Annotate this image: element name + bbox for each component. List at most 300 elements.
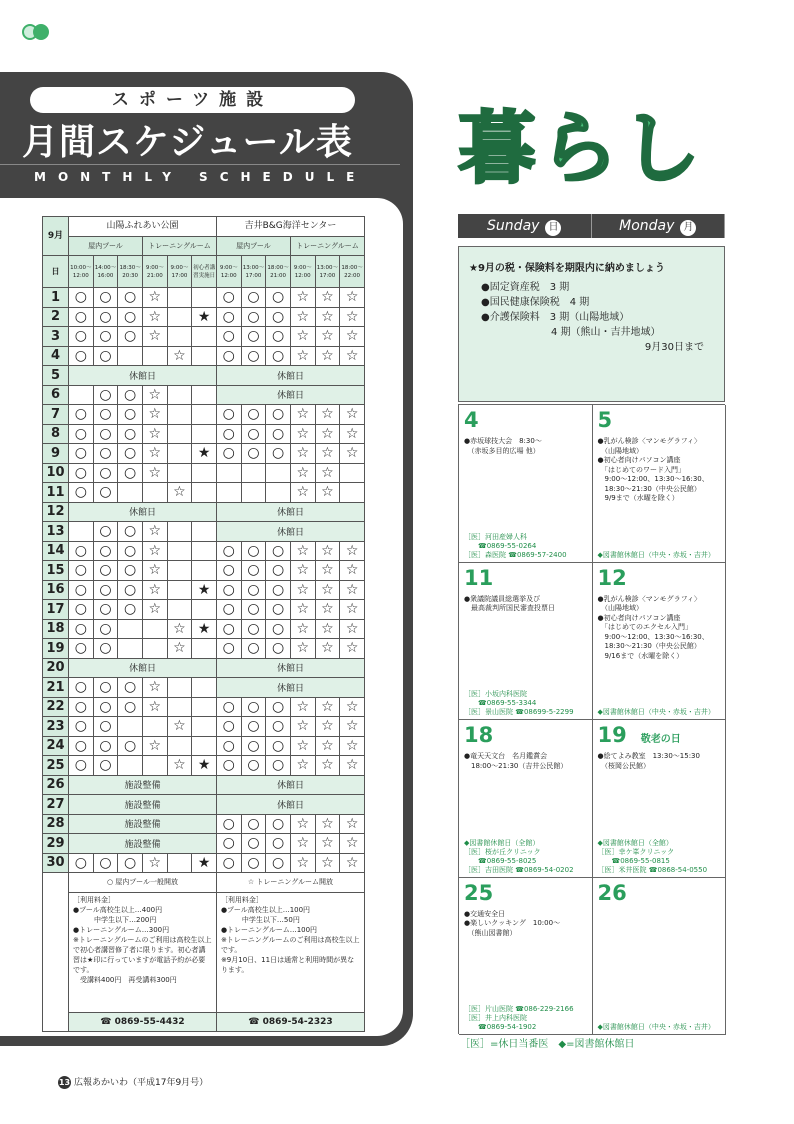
schedule-mark [167, 580, 192, 600]
closed-label: 休館日 [216, 522, 364, 542]
schedule-mark: ☆ [315, 307, 340, 327]
schedule-mark: ○ [216, 424, 241, 444]
table-row [43, 580, 365, 600]
schedule-mark: ○ [93, 483, 118, 503]
schedule-mark: ★ [192, 307, 217, 327]
schedule-mark: ★ [192, 619, 217, 639]
schedule-mark: ○ [266, 814, 291, 834]
schedule-mark: ☆ [340, 639, 365, 659]
day-number: 3 [43, 327, 69, 347]
schedule-mark: ○ [266, 834, 291, 854]
day-number: 17 [43, 600, 69, 620]
cell-footer: ［医］小坂内科医院 ☎0869-55-3344 ［医］景山医院 ☎08699-5-2299 [464, 690, 574, 716]
schedule-mark [167, 600, 192, 620]
schedule-mark: ☆ [315, 288, 340, 308]
schedule-mark [192, 678, 217, 698]
schedule-mark: ☆ [167, 483, 192, 503]
schedule-mark: ○ [93, 736, 118, 756]
legend-training: ☆ トレーニングルーム開放 [216, 873, 364, 893]
schedule-mark [241, 483, 266, 503]
schedule-mark: ○ [266, 561, 291, 581]
schedule-mark [192, 463, 217, 483]
schedule-mark: ○ [241, 756, 266, 776]
schedule-mark: ☆ [290, 444, 315, 464]
schedule-mark: ○ [93, 522, 118, 542]
legend-pool: ○ 屋内プール一般開放 [69, 873, 217, 893]
schedule-mark: ★ [192, 580, 217, 600]
schedule-mark: ○ [266, 288, 291, 308]
month-cell: 9月 [43, 217, 69, 256]
monthly-schedule-label: MONTHLY SCHEDULE [34, 170, 367, 184]
schedule-mark: ☆ [315, 717, 340, 737]
day-header: 日 [43, 256, 69, 288]
day-number: 23 [43, 717, 69, 737]
schedule-mark [167, 424, 192, 444]
kurashi-title: 暮らし [458, 104, 705, 194]
schedule-mark: ☆ [290, 834, 315, 854]
schedule-mark: ○ [216, 619, 241, 639]
date-number: 26 [597, 880, 627, 905]
schedule-mark: ○ [118, 580, 143, 600]
fees-yoshii: ［利用料金］ ●プール高校生以上…100円 中学生以下…50円 ●トレーニングルーム…100円 ※トレーニングルームのご利用は高校生以上です。 ※9月10日、11日は通常と利用時間が異なります。 [216, 892, 364, 1012]
schedule-mark: ☆ [315, 346, 340, 366]
schedule-mark: ○ [266, 853, 291, 873]
schedule-mark: ☆ [340, 288, 365, 308]
schedule-mark: ☆ [315, 736, 340, 756]
schedule-mark [241, 463, 266, 483]
day-number: 13 [43, 522, 69, 542]
schedule-mark: ☆ [340, 424, 365, 444]
schedule-mark: ○ [69, 717, 94, 737]
schedule-mark: ○ [241, 405, 266, 425]
schedule-mark: ○ [241, 561, 266, 581]
day-number: 10 [43, 463, 69, 483]
schedule-mark: ○ [93, 853, 118, 873]
schedule-mark: ☆ [315, 541, 340, 561]
schedule-mark: ☆ [142, 307, 167, 327]
schedule-mark: ○ [69, 678, 94, 698]
schedule-mark: ☆ [290, 639, 315, 659]
schedule-mark: ○ [241, 639, 266, 659]
schedule-mark: ○ [69, 541, 94, 561]
schedule-mark: ○ [93, 756, 118, 776]
schedule-mark: ○ [241, 327, 266, 347]
schedule-mark [167, 522, 192, 542]
subhead-pool-1: 屋内プール [69, 236, 143, 256]
schedule-mark: ○ [118, 405, 143, 425]
calendar-cell [593, 563, 727, 721]
schedule-mark: ○ [93, 639, 118, 659]
schedule-mark: ○ [266, 424, 291, 444]
schedule-mark: ☆ [315, 756, 340, 776]
schedule-mark [192, 561, 217, 581]
schedule-mark: ○ [216, 697, 241, 717]
table-row [43, 327, 365, 347]
time-slot-header: 9:00〜12:00 [290, 256, 315, 288]
time-slot-header: 13:00〜17:00 [315, 256, 340, 288]
schedule-mark: ○ [69, 619, 94, 639]
closed-label: 施設整備 [69, 795, 217, 815]
schedule-mark: ☆ [340, 697, 365, 717]
schedule-mark: ○ [93, 580, 118, 600]
schedule-mark: ○ [216, 405, 241, 425]
schedule-mark: ○ [241, 619, 266, 639]
weekday-header [458, 214, 725, 238]
schedule-mark: ○ [266, 405, 291, 425]
schedule-mark: ○ [93, 444, 118, 464]
schedule-mark: ☆ [290, 463, 315, 483]
table-row [43, 424, 365, 444]
schedule-mark: ○ [266, 327, 291, 347]
schedule-mark: ☆ [290, 405, 315, 425]
day-number: 12 [43, 502, 69, 522]
schedule-mark: ☆ [290, 619, 315, 639]
schedule-mark [192, 600, 217, 620]
schedule-mark: ○ [241, 736, 266, 756]
schedule-mark [192, 541, 217, 561]
schedule-mark [142, 346, 167, 366]
subhead-training-1: トレーニングルーム [142, 236, 216, 256]
schedule-mark: ○ [69, 756, 94, 776]
schedule-mark: ○ [93, 405, 118, 425]
schedule-mark: ○ [118, 444, 143, 464]
schedule-mark [192, 522, 217, 542]
event-text: ●赤坂球技大会 8:30〜 （赤坂多目的広場 他） [464, 437, 542, 455]
schedule-mark: ○ [69, 853, 94, 873]
schedule-mark: ○ [266, 444, 291, 464]
schedule-mark: ★ [192, 444, 217, 464]
day-number: 6 [43, 385, 69, 405]
schedule-mark: ○ [241, 853, 266, 873]
calendar-cell [459, 405, 593, 563]
day-number: 7 [43, 405, 69, 425]
table-row [43, 522, 365, 542]
schedule-mark: ☆ [290, 600, 315, 620]
day-number: 5 [43, 366, 69, 386]
table-row [43, 483, 365, 503]
schedule-mark: ☆ [340, 600, 365, 620]
time-slot-header: 14:00〜16:00 [93, 256, 118, 288]
date-number: 4 [464, 408, 479, 432]
phone-sanyo: ☎ 0869-55-4432 [69, 1012, 217, 1032]
schedule-mark: ☆ [142, 405, 167, 425]
schedule-mark: ☆ [315, 405, 340, 425]
schedule-mark: ○ [69, 288, 94, 308]
schedule-mark [167, 697, 192, 717]
schedule-mark: ☆ [340, 405, 365, 425]
publication-name: 広報あかいわ（平成17年9月号） [74, 1078, 209, 1088]
tax-notice-items: ●固定資産税 3 期 ●国民健康保険税 4 期 ●介護保険料 3 期（山陽地域） 4 期（熊山・吉井地域） [481, 282, 661, 338]
schedule-table [42, 216, 365, 1032]
schedule-mark: ○ [266, 619, 291, 639]
schedule-mark: ○ [266, 717, 291, 737]
table-row [43, 463, 365, 483]
schedule-mark [167, 736, 192, 756]
day-number: 24 [43, 736, 69, 756]
schedule-mark: ☆ [340, 561, 365, 581]
schedule-mark: ☆ [142, 327, 167, 347]
schedule-mark: ○ [118, 541, 143, 561]
schedule-mark: ○ [118, 561, 143, 581]
schedule-mark: ○ [93, 327, 118, 347]
time-slot-header: 9:00〜17:00 [167, 256, 192, 288]
calendar-cell [459, 720, 593, 878]
schedule-mark [167, 405, 192, 425]
schedule-mark [118, 619, 143, 639]
schedule-mark: ○ [216, 444, 241, 464]
schedule-mark: ○ [118, 522, 143, 542]
schedule-mark: ○ [118, 424, 143, 444]
schedule-mark: ☆ [142, 463, 167, 483]
schedule-mark: ○ [241, 346, 266, 366]
schedule-mark [192, 697, 217, 717]
day-number: 26 [43, 775, 69, 795]
schedule-mark: ○ [216, 814, 241, 834]
schedule-mark: ○ [266, 307, 291, 327]
date-number: 18 [464, 723, 494, 747]
schedule-mark: ○ [216, 736, 241, 756]
schedule-mark: ○ [266, 736, 291, 756]
schedule-mark: ○ [216, 541, 241, 561]
schedule-mark: ○ [93, 346, 118, 366]
date-number: 25 [464, 880, 494, 905]
schedule-mark: ○ [118, 600, 143, 620]
schedule-mark: ☆ [167, 619, 192, 639]
schedule-mark: ○ [241, 444, 266, 464]
schedule-mark: ○ [241, 834, 266, 854]
schedule-mark: ○ [93, 600, 118, 620]
schedule-mark: ○ [69, 424, 94, 444]
table-row [43, 561, 365, 581]
schedule-mark: ○ [69, 561, 94, 581]
page-number: 13 [58, 1078, 71, 1087]
schedule-mark: ○ [241, 424, 266, 444]
tax-notice [458, 246, 725, 402]
schedule-mark: ☆ [142, 561, 167, 581]
schedule-mark: ○ [69, 463, 94, 483]
schedule-mark: ○ [69, 580, 94, 600]
schedule-mark: ○ [241, 288, 266, 308]
schedule-mark: ☆ [142, 444, 167, 464]
schedule-mark [142, 639, 167, 659]
date-number: 5 [597, 408, 613, 432]
schedule-mark: ☆ [340, 541, 365, 561]
cell-footer: ◆図書館休館日（全館） ［医］幸ケ峯クリニック ☎0869-55-0815 ［医］米井医院 ☎0868-54-0550 [597, 838, 708, 874]
page-title: 月間スケジュール表 [22, 122, 353, 163]
schedule-mark: ○ [241, 717, 266, 737]
date-number: 11 [464, 565, 494, 590]
sunday-label: Sunday 日 [458, 214, 592, 238]
schedule-mark: ☆ [340, 327, 365, 347]
day-number: 21 [43, 678, 69, 698]
schedule-mark: ○ [266, 639, 291, 659]
schedule-mark: ☆ [315, 444, 340, 464]
schedule-mark: ○ [266, 756, 291, 776]
facility-sanyo: 山陽ふれあい公園 [69, 217, 217, 237]
schedule-mark [118, 483, 143, 503]
schedule-mark: ○ [118, 288, 143, 308]
schedule-mark: ○ [216, 307, 241, 327]
divider [0, 164, 400, 165]
time-slot-header: 18:30〜20:30 [118, 256, 143, 288]
date-number: 12 [597, 565, 627, 590]
phone-yoshii: ☎ 0869-54-2323 [216, 1012, 364, 1032]
event-text: ●乳がん検診〈マンモグラフィ〉 （山陽地域） ●初心者向けパソコン講座 「はじめてのエクセル入門」 9:00〜12:00、13:30〜16:30、 18:30〜21:30（中央公民館） 9/16まで（水曜を除く） [597, 594, 709, 660]
schedule-mark: ☆ [290, 580, 315, 600]
schedule-mark [192, 717, 217, 737]
table-row [43, 639, 365, 659]
schedule-mark: ☆ [142, 697, 167, 717]
table-row [43, 717, 365, 737]
monday-label: Monday 月 [592, 214, 726, 238]
schedule-mark: ☆ [290, 424, 315, 444]
day-number: 1 [43, 288, 69, 308]
schedule-mark: ○ [118, 853, 143, 873]
schedule-mark [118, 346, 143, 366]
schedule-mark: ○ [118, 697, 143, 717]
cell-footer: ［医］河田産婦人科 ☎0869-55-0264 ［医］森医院 ☎0869-57-2400 [464, 532, 567, 559]
logo-icon [22, 22, 52, 44]
closed-label: 休館日 [216, 502, 364, 522]
schedule-mark [167, 561, 192, 581]
schedule-mark: ○ [93, 717, 118, 737]
calendar-cell [459, 878, 593, 1036]
table-row [43, 502, 365, 522]
table-row [43, 678, 365, 698]
calendar-cell [593, 878, 727, 1036]
schedule-mark: ☆ [290, 736, 315, 756]
schedule-mark [192, 483, 217, 503]
schedule-mark: ○ [93, 678, 118, 698]
schedule-mark: ☆ [142, 600, 167, 620]
schedule-mark: ☆ [142, 288, 167, 308]
schedule-mark: ☆ [315, 697, 340, 717]
schedule-mark: ☆ [315, 814, 340, 834]
event-text: ●絵てよみ教室 13:30〜15:30 （桜岡公民館） [597, 752, 700, 770]
schedule-mark: ☆ [340, 736, 365, 756]
schedule-mark: ☆ [290, 561, 315, 581]
schedule-mark: ☆ [142, 678, 167, 698]
schedule-mark [340, 463, 365, 483]
schedule-mark [142, 717, 167, 737]
closed-label: 休館日 [216, 775, 364, 795]
schedule-mark [340, 483, 365, 503]
schedule-mark: ○ [216, 561, 241, 581]
schedule-mark: ☆ [290, 327, 315, 347]
sports-facilities-label: スポーツ施設 [30, 87, 355, 113]
schedule-mark: ☆ [315, 561, 340, 581]
schedule-mark: ☆ [290, 541, 315, 561]
schedule-mark [142, 619, 167, 639]
closed-label: 休館日 [216, 795, 364, 815]
schedule-mark: ○ [266, 697, 291, 717]
schedule-mark: ☆ [315, 853, 340, 873]
schedule-mark [167, 307, 192, 327]
day-number: 19 [43, 639, 69, 659]
schedule-mark: ☆ [340, 346, 365, 366]
monday-mark: 月 [680, 220, 696, 236]
schedule-mark: ☆ [167, 346, 192, 366]
schedule-mark: ○ [241, 600, 266, 620]
schedule-mark [192, 327, 217, 347]
closed-label: 施設整備 [69, 814, 217, 834]
schedule-mark: ☆ [167, 756, 192, 776]
schedule-mark [118, 717, 143, 737]
schedule-mark: ○ [216, 639, 241, 659]
event-text: ●衆議院議員総選挙及び 最高裁判所国民審査投票日 [464, 594, 555, 612]
schedule-mark [167, 385, 192, 405]
closed-label: 休館日 [216, 658, 364, 678]
schedule-mark: ○ [69, 327, 94, 347]
cell-footer: ◆図書館休館日（中央・赤坂・吉井） [597, 550, 715, 559]
schedule-mark: ☆ [315, 424, 340, 444]
table-row [43, 814, 365, 834]
calendar-cell [459, 563, 593, 721]
schedule-mark: ☆ [290, 717, 315, 737]
table-row [43, 736, 365, 756]
time-slot-header: 18:00〜22:00 [340, 256, 365, 288]
schedule-mark: ○ [241, 307, 266, 327]
cell-footer: ◆図書館休館日（中央・赤坂・吉井） [597, 708, 715, 716]
calendar-grid [458, 404, 725, 1034]
schedule-mark: ○ [266, 600, 291, 620]
closed-label: 施設整備 [69, 834, 217, 854]
schedule-mark: ○ [216, 288, 241, 308]
schedule-mark: ☆ [340, 717, 365, 737]
schedule-mark: ☆ [142, 424, 167, 444]
schedule-mark: ○ [216, 327, 241, 347]
schedule-mark: ○ [118, 678, 143, 698]
schedule-mark: ○ [266, 580, 291, 600]
schedule-mark: ○ [93, 697, 118, 717]
schedule-mark: ☆ [315, 600, 340, 620]
schedule-mark: ☆ [315, 463, 340, 483]
schedule-mark [69, 385, 94, 405]
schedule-mark [167, 463, 192, 483]
schedule-mark [167, 444, 192, 464]
day-number: 11 [43, 483, 69, 503]
schedule-mark: ○ [118, 385, 143, 405]
schedule-mark [192, 385, 217, 405]
schedule-mark [142, 483, 167, 503]
schedule-mark: ○ [216, 756, 241, 776]
schedule-mark: ☆ [290, 288, 315, 308]
schedule-mark: ○ [241, 541, 266, 561]
schedule-mark: ○ [69, 736, 94, 756]
schedule-mark: ★ [192, 853, 217, 873]
cell-footer: ［医］片山医院 ☎086-229-2166 ［医］井上内科医院 ☎0869-54-1902 [464, 1005, 574, 1031]
schedule-mark: ○ [118, 463, 143, 483]
closed-label: 休館日 [216, 366, 364, 386]
schedule-mark: ○ [93, 307, 118, 327]
day-number: 30 [43, 853, 69, 873]
day-number: 18 [43, 619, 69, 639]
schedule-mark: ★ [192, 756, 217, 776]
schedule-mark: ☆ [142, 580, 167, 600]
time-slot-header: 初心者講習実施日 [192, 256, 217, 288]
schedule-mark [167, 541, 192, 561]
day-number: 9 [43, 444, 69, 464]
schedule-mark: ○ [216, 346, 241, 366]
table-row [43, 619, 365, 639]
schedule-mark: ○ [69, 307, 94, 327]
schedule-mark [192, 405, 217, 425]
schedule-mark: ○ [69, 444, 94, 464]
schedule-mark: ☆ [315, 580, 340, 600]
schedule-mark: ☆ [142, 522, 167, 542]
table-row [43, 444, 365, 464]
cell-footer: ◆図書館休館日（中央・赤坂・吉井） [597, 1023, 715, 1031]
